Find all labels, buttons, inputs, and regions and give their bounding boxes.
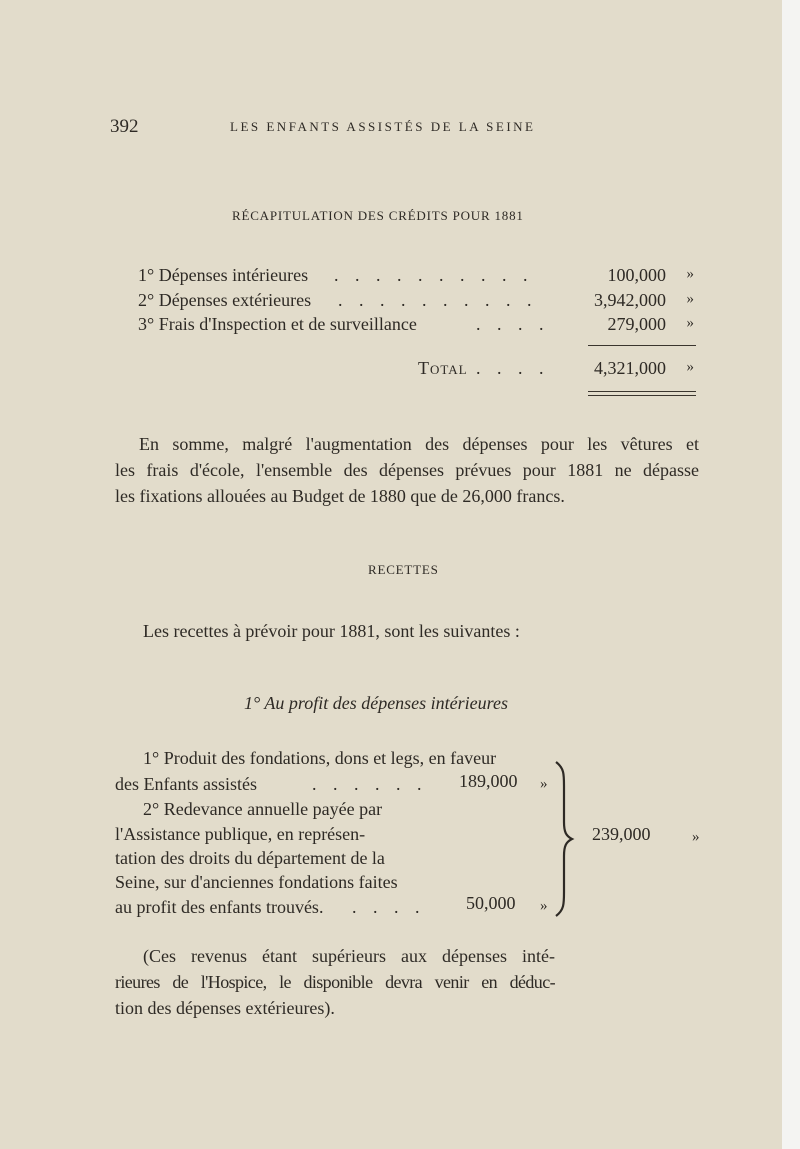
group-total: 239,000 <box>592 824 651 844</box>
note-line: tion des dépenses extérieures). <box>115 998 335 1018</box>
paragraph-line: En somme, malgré l'augmentation des dépenses pour les vêtures et <box>139 434 699 454</box>
recettes-heading: RECETTES <box>368 562 439 577</box>
item1-mark: » <box>540 776 548 792</box>
recettes-subheading: 1° Au profit des dépenses intérieures <box>244 693 508 713</box>
recap-row-label: 1° Dépenses intérieures <box>138 265 309 285</box>
total-label: Total <box>418 358 468 378</box>
recap-row-amount: 100,000 <box>607 265 666 285</box>
item1-line: 1° Produit des fondations, dons et legs, en faveur <box>143 748 497 768</box>
paragraph-line: les frais d'école, l'ensemble des dépenses prévues pour 1881 ne dépasse <box>115 460 699 480</box>
recettes-intro: Les recettes à prévoir pour 1881, sont les suivantes : <box>143 621 520 641</box>
double-rule-bottom <box>588 395 696 396</box>
note-block <box>115 943 555 1021</box>
item2-line: au profit des enfants trouvés. <box>115 897 324 917</box>
item2-line: tation des droits du département de la <box>115 848 385 868</box>
running-title: LES ENFANTS ASSISTÉS DE LA SEINE <box>230 119 536 134</box>
recap-title <box>232 208 524 224</box>
leader-dots: . . . . <box>476 314 550 334</box>
item1-amount: 189,000 <box>459 771 518 791</box>
paragraph-somme <box>115 431 699 509</box>
recap-row-mark: » <box>686 315 694 331</box>
total-amount: 4,321,000 <box>594 358 666 378</box>
right-brace-icon <box>550 760 578 918</box>
recap-title-text: RÉCAPITULATION DES CRÉDITS POUR 1881 <box>232 208 524 223</box>
item2-amount: 50,000 <box>466 893 516 913</box>
note-line: rieures de l'Hospice, le disponible devra venir en déduc- <box>115 972 555 992</box>
item2-line: Seine, sur d'anciennes fondations faites <box>115 872 398 892</box>
item1-line: des Enfants assistés <box>115 774 257 794</box>
item2-line: 2° Redevance annuelle payée par <box>143 799 383 819</box>
scan-margin <box>782 0 800 1149</box>
leader-dots: . . . . <box>476 358 550 378</box>
recap-row-amount: 279,000 <box>607 314 666 334</box>
recap-row-mark: » <box>686 291 694 307</box>
recap-row-label: 3° Frais d'Inspection et de surveillance <box>138 314 417 334</box>
sum-rule <box>588 345 696 346</box>
leader-dots: . . . . <box>352 897 426 917</box>
item2-line: l'Assistance publique, en représen- <box>115 824 366 844</box>
recap-row-label: 2° Dépenses extérieures <box>138 290 312 310</box>
leader-dots: . . . . . . <box>312 774 428 794</box>
recap-row-2 <box>138 290 698 314</box>
total-mark: » <box>686 359 694 375</box>
double-rule-top <box>588 391 696 392</box>
leader-dots: . . . . . . . . . . <box>334 265 534 285</box>
item2-mark: » <box>540 898 548 914</box>
leader-dots: . . . . . . . . . . <box>338 290 538 310</box>
page-number: 392 <box>110 116 139 137</box>
recap-row-amount: 3,942,000 <box>594 290 666 310</box>
recap-row-1 <box>138 265 698 289</box>
recap-total-row <box>138 358 698 382</box>
note-line: (Ces revenus étant supérieurs aux dépenses inté- <box>143 946 555 966</box>
recap-row-mark: » <box>686 266 694 282</box>
paragraph-line: les fixations allouées au Budget de 1880 que de 26,000 francs. <box>115 486 565 506</box>
group-mark: » <box>692 829 700 845</box>
recap-row-3 <box>138 314 698 338</box>
